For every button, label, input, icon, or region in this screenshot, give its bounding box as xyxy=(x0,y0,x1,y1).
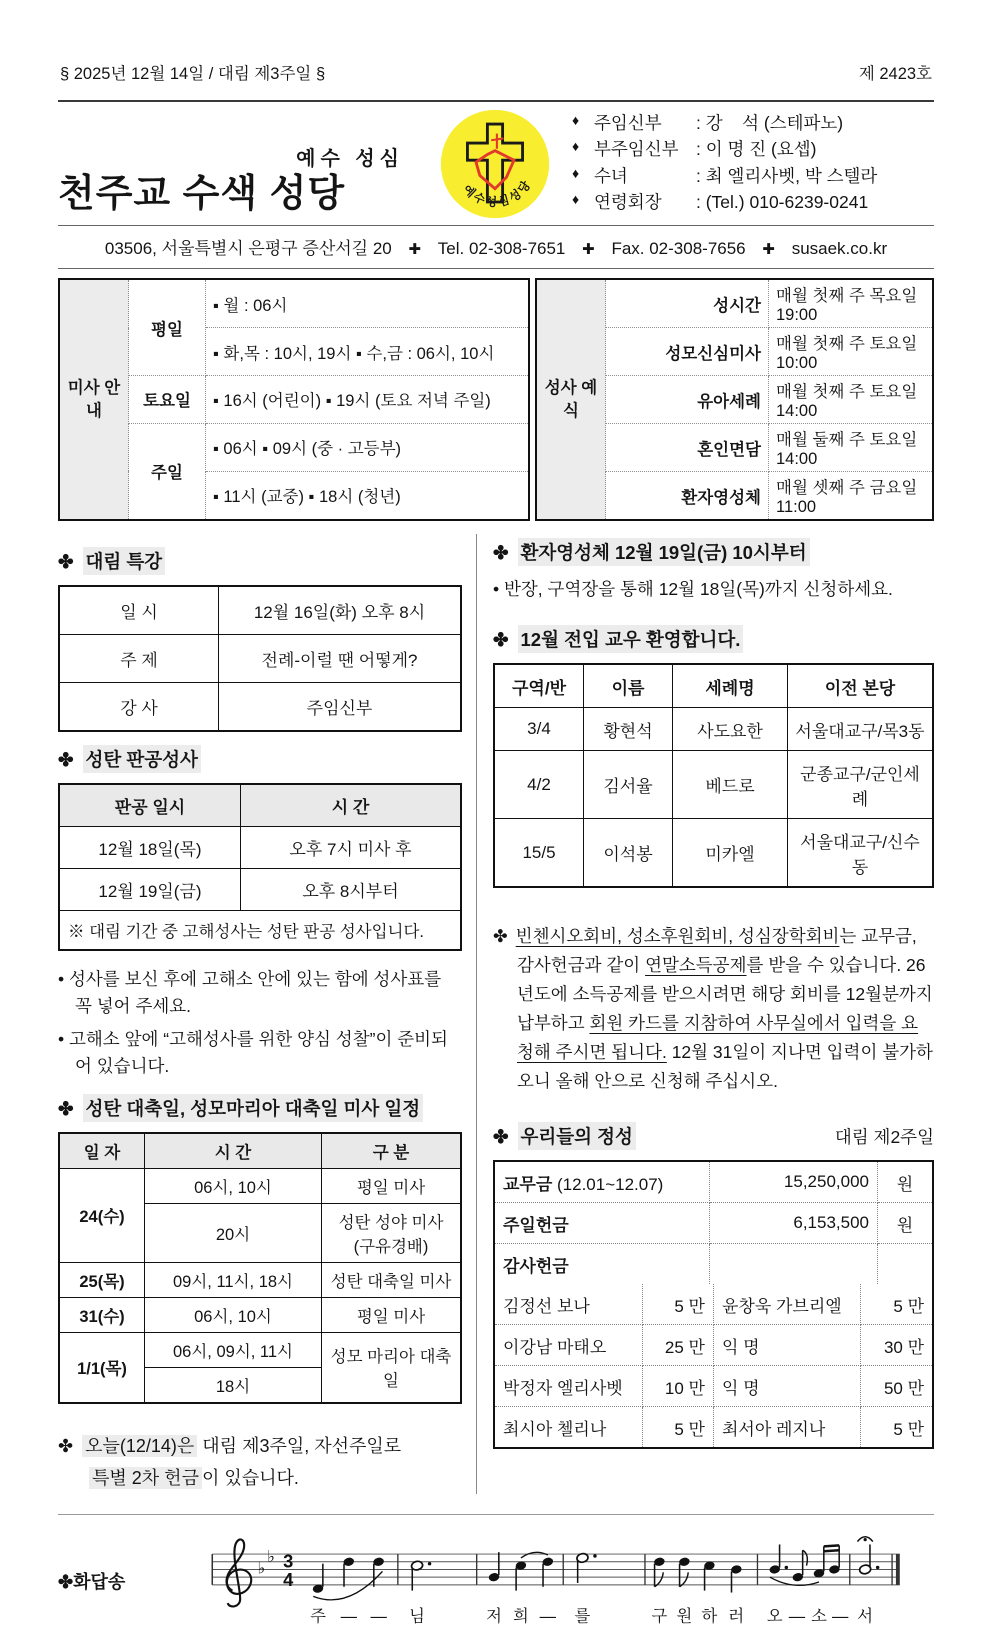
music-staff xyxy=(154,1531,934,1631)
cross-bullet-icon: ✤ xyxy=(58,749,74,770)
sacrament-name: 혼인면담 xyxy=(606,424,769,472)
tax-text-underlined: 빈첸시오회비, 성소후원회비, 성심장학회비 xyxy=(515,926,840,946)
mass-time: 06시, 09시, 11시 xyxy=(145,1332,322,1367)
issue-number: 제 2423호 xyxy=(858,65,932,83)
lyric-syllable: 주 xyxy=(310,1607,326,1626)
mass-type xyxy=(322,1203,462,1262)
notes-measure-1 xyxy=(312,1557,385,1600)
row-label: 일 시 xyxy=(59,586,219,635)
mass-times: ▪ 화,목 : 10시, 19시 ▪ 수,금 : 06시, 10시 xyxy=(206,328,530,376)
mass-type-line: (구유경배) xyxy=(353,1237,429,1256)
cross-bullet-icon: ✤ xyxy=(58,1572,74,1593)
flat-sign-icon: ♭ xyxy=(267,1548,275,1567)
mass-type: 성탄 대축일 미사 xyxy=(322,1262,462,1297)
bullet-text: 반장, 구역장을 통해 12월 18일(목)까지 신청하세요. xyxy=(504,579,893,599)
staff-row xyxy=(572,189,934,215)
cross-bullet-icon: ✤ xyxy=(493,1126,509,1148)
church-subtitle: 예수 성심 xyxy=(296,148,404,171)
newcomer-name: 황현석 xyxy=(584,708,673,751)
offering-label: 주일헌금 xyxy=(495,1203,710,1244)
sacraments-table xyxy=(535,278,934,521)
offering-label: 감사헌금 xyxy=(495,1244,710,1285)
left-column xyxy=(58,534,476,1494)
responsorial-psalm-section xyxy=(58,1514,934,1631)
donation-amount: 5 만 xyxy=(861,1407,932,1448)
notice-text: 이 있습니다. xyxy=(201,1467,299,1488)
section-heading-sick-communion xyxy=(493,538,934,566)
section-heading-christmas-schedule xyxy=(58,1094,462,1122)
mass-info-table xyxy=(58,278,530,521)
offerings-table xyxy=(493,1160,934,1449)
notice-text: 대림 제3주일, 자선주일로 xyxy=(197,1435,402,1456)
psalm-label xyxy=(58,1568,154,1594)
diamond-bullet-icon: ♦ xyxy=(572,138,580,155)
donor-name: 박정자 엘리사벳 xyxy=(495,1366,642,1407)
offering-label-bold: 교무금 xyxy=(503,1174,553,1194)
heading-text: 성탄 판공성사 xyxy=(83,745,201,773)
confession-table xyxy=(58,783,462,951)
cross-bullet-icon: ✤ xyxy=(493,629,509,650)
newcomer-zone: 15/5 xyxy=(494,819,584,888)
lyric-syllable: 러 xyxy=(728,1607,745,1626)
column-header: 일 자 xyxy=(59,1133,145,1169)
sacrament-name: 성시간 xyxy=(606,279,769,328)
row-value: 주임신부 xyxy=(219,683,462,732)
cross-separator-icon: ✚ xyxy=(582,241,595,258)
bullet-item: • 성사를 보신 후에 고해소 안에 있는 함에 성사표를 꼭 넣어 주세요. xyxy=(58,969,442,1017)
column-header: 시 간 xyxy=(145,1133,322,1169)
notice-line xyxy=(58,1430,462,1462)
confession-bullet-list xyxy=(58,966,462,1081)
offering-unit xyxy=(878,1244,933,1285)
right-column xyxy=(476,534,934,1494)
mass-date: 1/1(목) xyxy=(59,1332,145,1403)
column-header: 시 간 xyxy=(241,784,462,827)
lyric-syllable: 서 xyxy=(857,1607,874,1626)
confession-time: 오후 7시 미사 후 xyxy=(241,827,462,869)
heading-text: 12월 전입 교우 환영합니다. xyxy=(518,625,744,653)
column-header: 구역/반 xyxy=(494,664,584,708)
cross-bullet-icon: ✤ xyxy=(58,1435,74,1456)
staff-row xyxy=(572,110,934,136)
mass-time: 18시 xyxy=(145,1367,322,1403)
row-label: 강 사 xyxy=(59,683,219,732)
bullet-text: 성사를 보신 후에 고해소 안에 있는 함에 성사표를 꼭 넣어 주세요. xyxy=(69,969,442,1017)
diamond-bullet-icon: ♦ xyxy=(572,190,580,207)
donation-amount: 25 만 xyxy=(642,1325,713,1366)
notice-line xyxy=(58,1462,462,1494)
lyric-syllable: 소 xyxy=(811,1607,827,1626)
mass-type: 평일 미사 xyxy=(322,1168,462,1203)
psalm-label-text: 화답송 xyxy=(73,1572,126,1593)
newcomer-parish: 군종교구/군인세례 xyxy=(788,751,934,819)
section-heading-offerings xyxy=(493,1122,636,1150)
donor-name: 김정선 보나 xyxy=(495,1284,642,1325)
bulletin-body xyxy=(58,534,934,1494)
newcomer-zone: 3/4 xyxy=(494,708,584,751)
tax-deduction-notice xyxy=(493,922,934,1096)
sacrament-time: 매월 첫째 주 토요일 10:00 xyxy=(769,328,934,376)
sacraments-title: 성사 예식 xyxy=(536,279,606,520)
offering-amount xyxy=(710,1244,878,1285)
lyric-syllable: ― xyxy=(788,1607,806,1626)
staff-name: : 이 명 진 (요셉) xyxy=(696,139,817,160)
newcomers-table xyxy=(493,663,934,888)
church-name: 천주교 수색 성당 xyxy=(58,173,346,216)
newcomer-baptismal: 베드로 xyxy=(673,751,788,819)
row-value: 12월 16일(화) 오후 8시 xyxy=(219,586,462,635)
column-header: 이름 xyxy=(584,664,673,708)
mass-time: 06시, 10시 xyxy=(145,1297,322,1332)
donation-amount: 30 만 xyxy=(861,1325,932,1366)
offerings-heading-row xyxy=(493,1122,934,1150)
mass-times: ▪ 월 : 06시 xyxy=(206,279,530,328)
church-title-block xyxy=(58,142,430,215)
treble-clef-icon xyxy=(226,1540,251,1607)
donation-amount: 10 만 xyxy=(642,1366,713,1407)
offerings-week-label: 대림 제2주일 xyxy=(834,1127,934,1148)
mass-date: 25(목) xyxy=(59,1262,145,1297)
newcomer-baptismal: 미카엘 xyxy=(673,819,788,888)
mass-times: ▪ 11시 (교중) ▪ 18시 (청년) xyxy=(206,471,530,520)
church-address: 03506, 서울특별시 은평구 증산서길 20 xyxy=(104,239,392,258)
lyric-syllable: 하 xyxy=(701,1607,718,1626)
lyric-syllable: 원 xyxy=(676,1607,693,1626)
sacred-heart-logo-icon xyxy=(438,107,552,221)
masthead xyxy=(58,102,934,226)
cross-bullet-icon: ✤ xyxy=(493,926,508,946)
staff-list xyxy=(556,110,934,215)
donation-amount: 5 만 xyxy=(861,1284,932,1325)
tax-text: 를 받을 수 있습니다. 26년도에 소득공제를 받으시려면 해당 회비를 12월분까지 납부하고 xyxy=(517,955,933,1034)
issue-date: § 2025년 12월 14일 / 대림 제3주일 § xyxy=(60,65,326,83)
notes-measure-2 xyxy=(411,1561,432,1591)
donor-name: 최서아 레지나 xyxy=(713,1407,860,1448)
sacrament-time: 매월 첫째 주 토요일 14:00 xyxy=(769,376,934,424)
thanks-donations xyxy=(495,1284,932,1447)
cross-separator-icon: ✚ xyxy=(408,241,422,258)
psalm-lyrics xyxy=(310,1607,873,1626)
notice-highlight: 오늘(12/14)은 xyxy=(82,1435,197,1457)
church-website: susaek.co.kr xyxy=(791,239,888,258)
heading-text: 환자영성체 12월 19일(금) 10시부터 xyxy=(518,538,810,566)
heading-text: 대림 특강 xyxy=(83,547,166,575)
staff-role: 주임신부 xyxy=(594,113,662,133)
row-label: 주 제 xyxy=(59,635,219,683)
mass-time: 20시 xyxy=(145,1203,322,1262)
tax-text-underlined: 회원 카드를 지참하여 사무실에서 입력을 요청해 주시면 됩니다. xyxy=(517,1013,919,1063)
confession-note: ※ 대림 기간 중 고해성사는 성탄 판공 성사입니다. xyxy=(59,911,461,951)
donor-name: 익 명 xyxy=(713,1325,860,1366)
newcomer-baptismal: 사도요한 xyxy=(673,708,788,751)
column-header: 구 분 xyxy=(322,1133,462,1169)
mass-day: 주일 xyxy=(129,423,206,520)
lyric-syllable: 희 xyxy=(513,1607,529,1626)
lyric-syllable: 를 xyxy=(574,1607,591,1626)
address-bar xyxy=(58,226,934,269)
newcomer-zone: 4/2 xyxy=(494,751,584,819)
cross-bullet-icon: ✤ xyxy=(58,551,74,572)
sacrament-name: 성모신심미사 xyxy=(606,328,769,376)
donor-name: 이강남 마태오 xyxy=(495,1325,642,1366)
final-barline xyxy=(896,1554,900,1585)
offering-label-rest: (12.01~12.07) xyxy=(552,1174,664,1194)
heading-text: 우리들의 정성 xyxy=(518,1122,636,1150)
mass-day: 토요일 xyxy=(129,376,206,424)
dateline xyxy=(58,54,934,102)
mass-info-title: 미사 안내 xyxy=(59,279,129,520)
confession-time: 오후 8시부터 xyxy=(241,869,462,911)
staff-role: 부주임신부 xyxy=(594,139,679,160)
donor-name: 최시아 첼리나 xyxy=(495,1407,642,1448)
newcomer-name: 이석봉 xyxy=(584,819,673,888)
offering-amount: 6,153,500 xyxy=(710,1203,878,1244)
offerings-summary xyxy=(495,1162,932,1284)
mass-date: 31(수) xyxy=(59,1297,145,1332)
staff-name: : 최 엘리사벳, 박 스텔라 xyxy=(696,165,878,186)
notes-measure-4 xyxy=(576,1553,597,1583)
mass-time: 06시, 10시 xyxy=(145,1168,322,1203)
cross-bullet-icon: ✤ xyxy=(58,1097,74,1119)
offering-unit: 원 xyxy=(878,1203,933,1244)
mass-schedule-section xyxy=(58,278,934,521)
staff-role: 연령회장 xyxy=(594,191,662,212)
donor-name: 익 명 xyxy=(713,1366,860,1407)
time-sig-top: 3 xyxy=(283,1550,294,1572)
mass-day: 평일 xyxy=(129,279,206,376)
mass-time: 09시, 11시, 18시 xyxy=(145,1262,322,1297)
christmas-mass-table xyxy=(58,1132,462,1404)
mass-date: 24(수) xyxy=(59,1168,145,1262)
donation-amount: 5 만 xyxy=(642,1284,713,1325)
lyric-syllable: 님 xyxy=(409,1607,425,1626)
confession-date: 12월 19일(금) xyxy=(59,869,241,911)
confession-date: 12월 18일(목) xyxy=(59,827,241,869)
lyric-syllable: ― xyxy=(831,1607,849,1626)
bullet-item: • 고해소 앞에 “고해성사를 위한 양심 성찰”이 준비되어 있습니다. xyxy=(58,1029,448,1077)
advent-lecture-table xyxy=(58,585,462,732)
section-heading-confession xyxy=(58,745,462,773)
notice-highlight: 특별 2차 헌금 xyxy=(89,1467,202,1489)
lyric-syllable: 구 xyxy=(651,1607,668,1626)
newcomer-parish: 서울대교구/목3동 xyxy=(788,708,934,751)
column-header: 판공 일시 xyxy=(59,784,241,827)
cross-bullet-icon: ✤ xyxy=(493,542,509,563)
tax-text: 는 교무금, 감사헌금과 같이 xyxy=(517,926,917,976)
staff-role: 수녀 xyxy=(594,165,628,186)
row-value: 전례-이럴 땐 어떻게? xyxy=(219,635,462,683)
church-logo xyxy=(438,107,552,221)
staff-row xyxy=(572,163,934,189)
lyric-syllable: 오 xyxy=(766,1607,783,1626)
donation-amount: 5 만 xyxy=(642,1407,713,1448)
sacrament-name: 환자영성체 xyxy=(606,472,769,521)
section-heading-newcomers xyxy=(493,625,934,653)
mass-type-line: 성탄 성야 미사 xyxy=(338,1213,444,1232)
lyric-syllable: ― xyxy=(340,1607,357,1626)
lyric-syllable: 저 xyxy=(486,1607,502,1626)
donation-amount: 50 만 xyxy=(861,1366,932,1407)
time-sig-bottom: 4 xyxy=(283,1569,294,1591)
diamond-bullet-icon: ♦ xyxy=(572,164,580,181)
church-tel: Tel. 02-308-7651 xyxy=(437,239,566,258)
staff-row xyxy=(572,136,934,162)
tax-text: 12월 31일이 지나면 입력이 불가하오니 올해 안으로 신청해 주십시오. xyxy=(517,1042,933,1092)
mass-times: ▪ 06시 ▪ 09시 (중 · 고등부) xyxy=(206,423,530,471)
offering-label xyxy=(495,1162,710,1203)
newcomer-parish: 서울대교구/신수동 xyxy=(788,819,934,888)
donor-name: 윤창욱 가브리엘 xyxy=(713,1284,860,1325)
mass-type: 성모 마리아 대축일 xyxy=(322,1332,462,1403)
section-heading-advent-lecture xyxy=(58,547,462,575)
diamond-bullet-icon: ♦ xyxy=(572,112,580,128)
mass-times: ▪ 16시 (어린이) ▪ 19시 (토요 저녁 주일) xyxy=(206,376,530,424)
offering-amount: 15,250,000 xyxy=(710,1162,878,1203)
communion-bullet: • 반장, 구역장을 통해 12월 18일(목)까지 신청하세요. xyxy=(493,579,893,599)
column-header: 세례명 xyxy=(673,664,788,708)
cross-separator-icon: ✚ xyxy=(762,241,775,258)
column-header: 이전 본당 xyxy=(788,664,934,708)
lyric-syllable: ― xyxy=(370,1607,387,1626)
sacrament-name: 유아세례 xyxy=(606,376,769,424)
heading-text: 성탄 대축일, 성모마리아 대축일 미사 일정 xyxy=(83,1094,424,1122)
logo-text: 예수성심성당 xyxy=(460,176,535,210)
tax-text-underlined: 연말소득공제 xyxy=(645,955,747,976)
sacrament-time: 매월 첫째 주 목요일 19:00 xyxy=(769,279,934,328)
flat-sign-icon: ♭ xyxy=(257,1559,266,1578)
mass-type: 평일 미사 xyxy=(322,1297,462,1332)
charity-sunday-notice xyxy=(58,1430,462,1495)
sacrament-time: 매월 셋째 주 금요일 11:00 xyxy=(769,472,934,521)
notes-measure-6 xyxy=(769,1545,841,1586)
offering-unit: 원 xyxy=(878,1162,933,1203)
sacrament-time: 매월 둘째 주 토요일 14:00 xyxy=(769,424,934,472)
lyric-syllable: ― xyxy=(539,1607,557,1626)
bullet-text: 고해소 앞에 “고해성사를 위한 양심 성찰”이 준비되어 있습니다. xyxy=(69,1029,448,1077)
staff-name: : 강 석 (스테파노) xyxy=(696,113,844,133)
staff-name: : (Tel.) 010-6239-0241 xyxy=(696,191,869,212)
newcomer-name: 김서율 xyxy=(584,751,673,819)
church-fax: Fax. 02-308-7656 xyxy=(611,239,746,258)
